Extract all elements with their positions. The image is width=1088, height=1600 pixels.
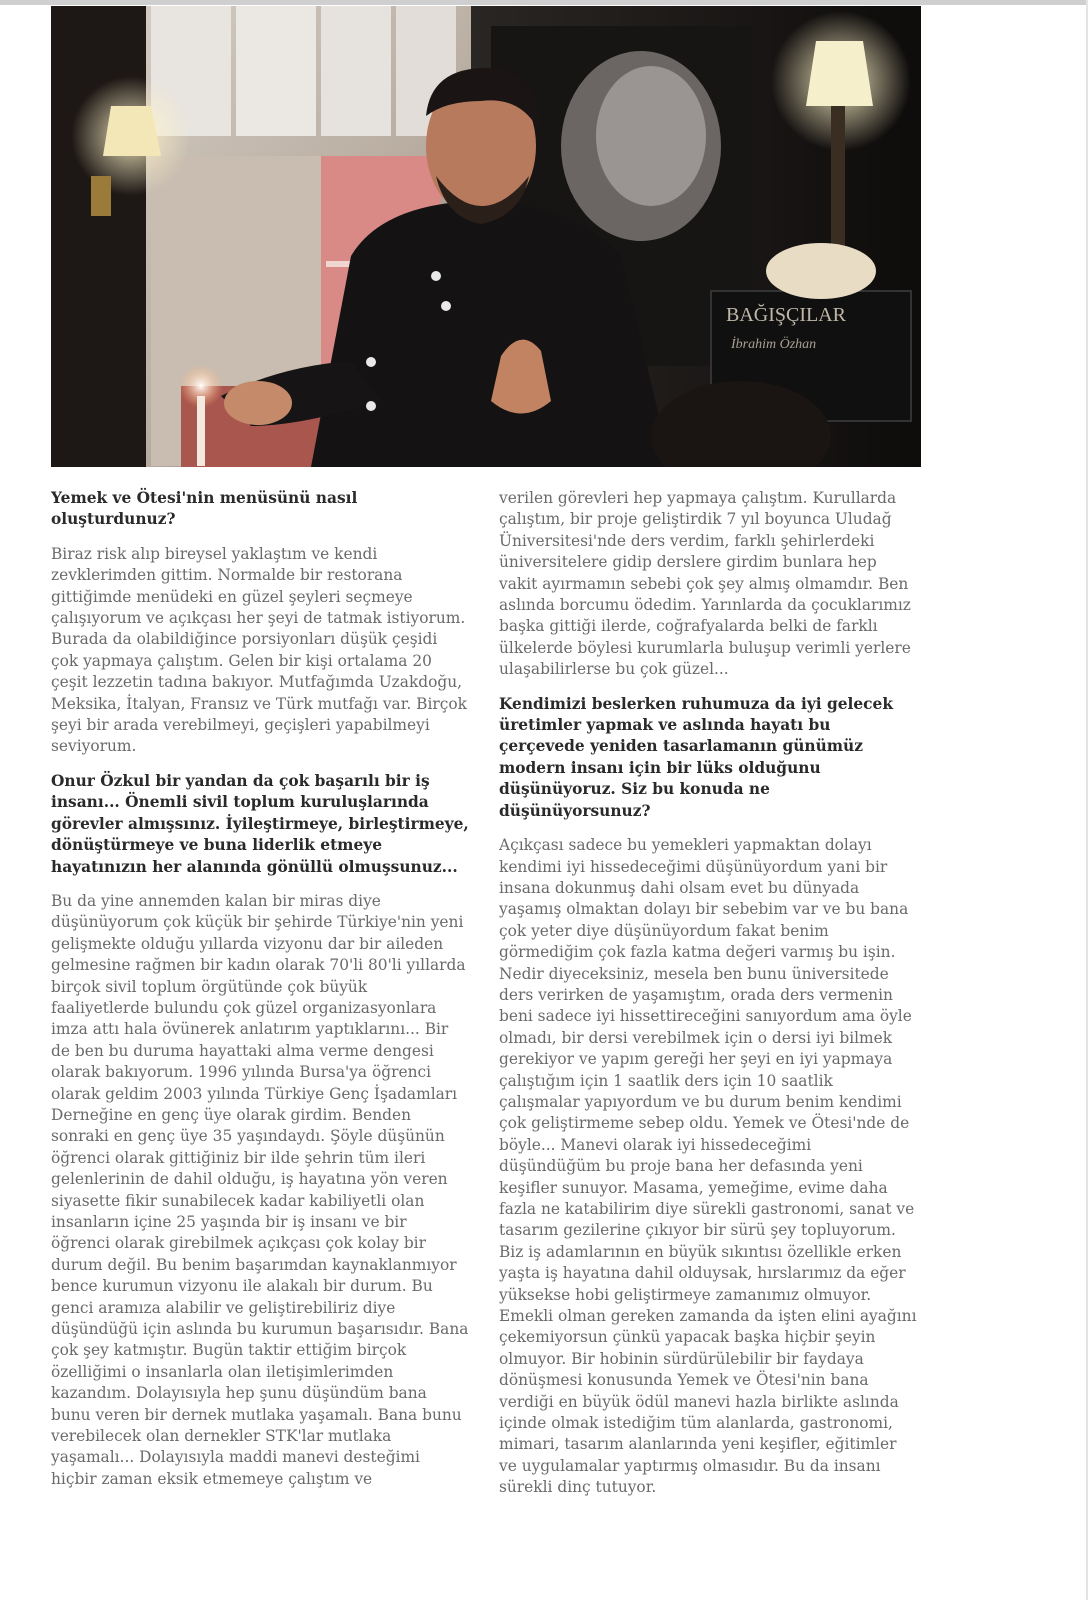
right-column xyxy=(499,488,917,1512)
answer-2: Bu da yine annemden kalan bir miras diye düşünüyorum çok küçük bir şehirde Türkiye'nin yeni gelişmekte olduğu yıllarda vizyonu dar bir aileden gelmesine rağmen bir kadın olarak 70'li 80'li yıllarda birçok sivil toplum örgütünde çok büyük faaliyetlerde bulundu çok güzel organizasyonlara imza attı hala övünerek anlatırım yaptıklarını... Bir de ben bu duruma hayattaki alma verme dengesi olarak bakıyorum. 1996 yılında Bursa'ya öğrenci olarak geldim 2003 yılında Türkiye Genç İşadamları Derneğine en genç üye olarak girdim. Benden sonraki en genç üye 35 yaşındaydı. Şöyle düşünün öğrenci olarak gittiğiniz bir ilde şehrin tüm ileri gelenlerinin de dahil olduğu, iş hayatına yön veren siyasette fikir sunabilecek kadar kabiliyetli olan insanların içine 25 yaşında bir iş insanı ve bir öğrenci olarak girebilmek açıkçası çok kolay bir durum değil. Bu benim başarımdan kaynaklanmıyor bence kurumun vizyonu ile alakalı bir durum. Bu genci aramıza alabilir ve geliştirebiliriz diye düşündüğü için aslında bu kurumun başarısıdır. Bana çok şey katmıştır. Bugün taktir ettiğim birçok özelliğimi o insanlarla olan iletişimlerimden kazandım. Dolayısıyla hep şunu düşündüm bana bunu veren bir dernek mutlaka yaşamalı. Bana bunu verebilecek olan dernekler STK'lar mutlaka yaşamalı... Dolayısıyla maddi manevi desteğimi hiçbir zaman eksik etmemeye çalıştım ve xyxy=(51,891,469,1488)
question-1: Yemek ve Ötesi'nin menüsünü nasıl oluşturdunuz? xyxy=(51,489,358,529)
sign-text-1: BAĞIŞÇILAR xyxy=(726,304,847,326)
chef-photo xyxy=(51,6,921,467)
sign-text-2: İbrahim Özhan xyxy=(731,337,817,352)
top-border xyxy=(0,0,1088,5)
answer-1: Biraz risk alıp bireysel yaklaştım ve kendi zevklerimden gittim. Normalde bir restorana gittiğimde menüdeki en güzel şeyleri seçmeye çalışıyorum ve açıkçası her şeyi de tatmak istiyorum. Burada da olabildiğince porsiyonları düşük çeşidi çok yapmaya çalıştım. Gelen bir kişi ortalama 20 çeşit lezzetin tadına bakıyor. Mutfağımda Uzakdoğu, Meksika, İtalyan, Fransız ve Türk mutfağı var. Birçok şeyi bir arada verebilmeyi, geçişleri yapabilmeyi seviyorum. xyxy=(51,544,467,756)
question-3: Kendimizi beslerken ruhumuza da iyi gelecek üretimler yapmak ve aslında hayatı bu çerçevede yeniden tasarlamanın günümüz modern insanı için bir lüks olduğunu düşünüyoruz. Siz bu konuda ne düşünüyorsunuz? xyxy=(499,694,894,820)
answer-3: Açıkçası sadece bu yemekleri yapmaktan dolayı kendimi iyi hissedeceğimi düşünüyordum yani bir insana dokunmuş dahi olsam evet bu dünyada yaşamış olmaktan dolayı bir sebebim var ve bu bana çok yeter diye düşünüyordum fakat benim görmediğim çok fazla katma değeri varmış bu işin. Nedir diyeceksiniz, mesela ben bunu üniversitede ders verirken de yaşamıştım, orada ders vermenin beni sadece iyi hissettireceğini sanıyordum ama öyle olmadı, bir dersi verebilmek için o dersi iyi bilmek gerekiyor ve yapım gereği her şeyi en iyi yapmaya çalıştığım için 1 saatlik ders için 10 saatlik çalışmalar yapıyordum ve bu durum benim kendimi çok geliştirmeme sebep oldu. Yemek ve Ötesi'nde de böyle... Manevi olarak iyi hissedeceğimi düşündüğüm bu proje bana her defasında yeni keşifler sunuyor. Masama, yemeğime, evime daha fazla ne katabilirim diye sürekli gastronomi, sanat ve tasarım gezilerine çıkıyor bir sürü şey topluyorum. Biz iş adamlarının en büyük sıkıntısı özellikle erken yaşta iş hayatına dahil olduysak, hırslarımız da eğer yüksekse hobi geliştirmeye zamanımız olmuyor. Emekli olman gereken zamanda da işten elini ayağını çekemiyorsun çünkü yapacak başka hiçbir şeyin olmuyor. Bir hobinin sürdürülebilir bir faydaya dönüşmesi konusunda Yemek ve Ötesi'nin bana verdiği en büyük ödül manevi hazla birlikte aslında içinde olmak istediğim tüm alanlarda, gastronomi, mimari, tasarım alanlarında yeni keşifler, eğitimler ve uygulamalar yaptırmış olmasıdır. Bu da insanı sürekli dinç tutuyor. xyxy=(499,836,917,1497)
question-2: Onur Özkul bir yandan da çok başarılı bir iş insanı... Önemli sivil toplum kuruluşlarında görevler almışsınız. İyileştirmeye, birleştirmeye, dönüştürmeye ve buna liderlik etmeye hayatınızın her alanında gönüllü olmuşsunuz... xyxy=(51,771,469,876)
left-column xyxy=(51,488,469,1503)
answer-2-continued: verilen görevleri hep yapmaya çalıştım. Kurullarda çalıştım, bir proje geliştirdik 7 yıl boyunca Uludağ Üniversitesi'nde ders verdim, farklı şehirlerdeki üniversitelere gidip derslere girdim bunlara hep vakit ayırmamın sebebi çok şey almış olmamdır. Ben aslında borcumu ödedim. Yarınlarda da çocuklarımız başka gittiği ilerde, coğrafyalarda belki de farklı ülkelerde böylesi kurumlarla buluşup verimli yerlere ulaşabilirlerse bu çok güzel... xyxy=(499,489,911,679)
